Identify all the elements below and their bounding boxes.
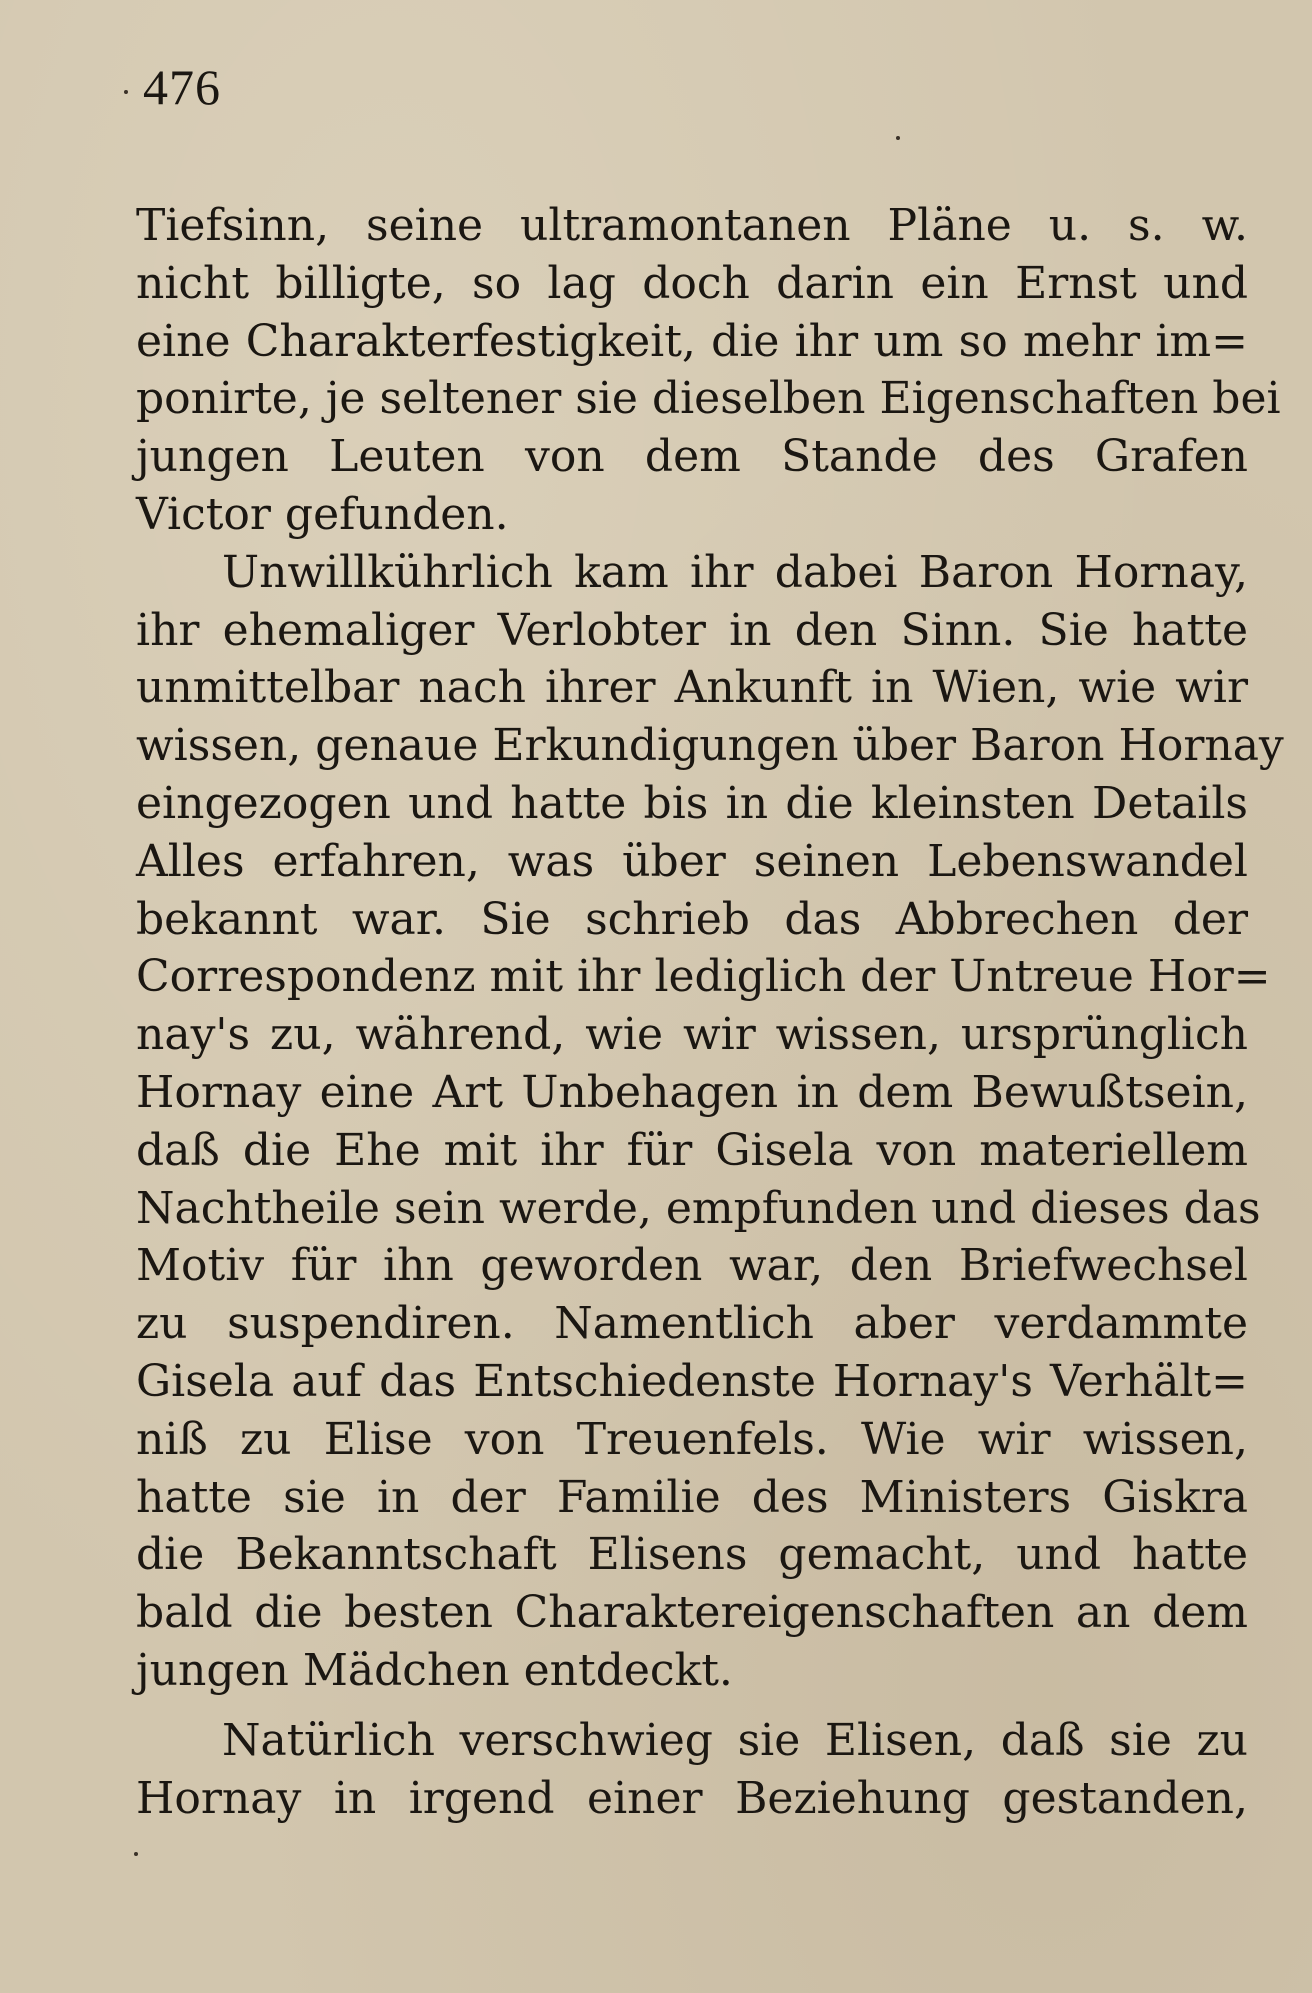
text-line: unmittelbar nach ihrer Ankunft in Wien, wie wir [136, 662, 1248, 714]
text-line: Alles erfahren, was über seinen Lebenswandel [136, 835, 1248, 887]
text-line: Tiefsinn, seine ultramontanen Pläne u. s. w. [136, 200, 1248, 251]
page-number: 476 [143, 59, 221, 115]
text-line: hatte sie in der Familie des Ministers Giskra [136, 1471, 1248, 1523]
text-line: die Bekanntschaft Elisens gemacht, und hatte [136, 1529, 1248, 1581]
body-text [136, 197, 1284, 1827]
text-line: ihr ehemaliger Verlobter in den Sinn. Sie hatte [136, 604, 1248, 656]
text-line: nicht billigte, so lag doch darin ein Ernst und [136, 257, 1248, 309]
text-line: ponirte, je seltener sie dieselben Eigenschaften bei [136, 373, 1281, 425]
text-line: Unwillkührlich kam ihr dabei Baron Hornay, [222, 546, 1248, 598]
text-line: zu suspendiren. Namentlich aber verdammte [136, 1298, 1248, 1350]
print-speck [134, 1852, 138, 1856]
text-line: Natürlich verschwieg sie Elisen, daß sie zu [222, 1714, 1248, 1766]
text-line: eingezogen und hatte bis in die kleinsten Details [136, 777, 1248, 829]
text-line: eine Charakterfestigkeit, die ihr um so mehr im= [136, 315, 1248, 367]
text-line: jungen Mädchen entdeckt. [136, 1644, 733, 1696]
text-line: jungen Leuten von dem Stande des Grafen [136, 431, 1248, 483]
text-line: Motiv für ihn geworden war, den Briefwechsel [136, 1240, 1248, 1292]
text-line: daß die Ehe mit ihr für Gisela von materiellem [136, 1124, 1248, 1176]
print-speck [124, 90, 128, 94]
text-line: wissen, genaue Erkundigungen über Baron Hornay [136, 720, 1284, 772]
text-line: nay's zu, während, wie wir wissen, ursprünglich [136, 1009, 1248, 1061]
text-line: Nachtheile sein werde, empfunden und dieses das [136, 1182, 1261, 1234]
text-line: Gisela auf das Entschiedenste Hornay's Verhält= [136, 1355, 1248, 1407]
text-line: bekannt war. Sie schrieb das Abbrechen der [136, 893, 1248, 945]
print-speck [896, 136, 900, 140]
text-line: niß zu Elise von Treuenfels. Wie wir wissen, [136, 1413, 1248, 1465]
paragraph-gap [136, 1700, 1248, 1712]
text-line: Hornay in irgend einer Beziehung gestanden, [136, 1772, 1248, 1824]
text-line: Hornay eine Art Unbehagen in dem Bewußtsein, [136, 1066, 1248, 1118]
text-line: Correspondenz mit ihr lediglich der Untreue Hor= [136, 951, 1271, 1003]
text-line: bald die besten Charaktereigenschaften an dem [136, 1587, 1248, 1639]
text-line: Victor gefunden. [136, 488, 509, 540]
